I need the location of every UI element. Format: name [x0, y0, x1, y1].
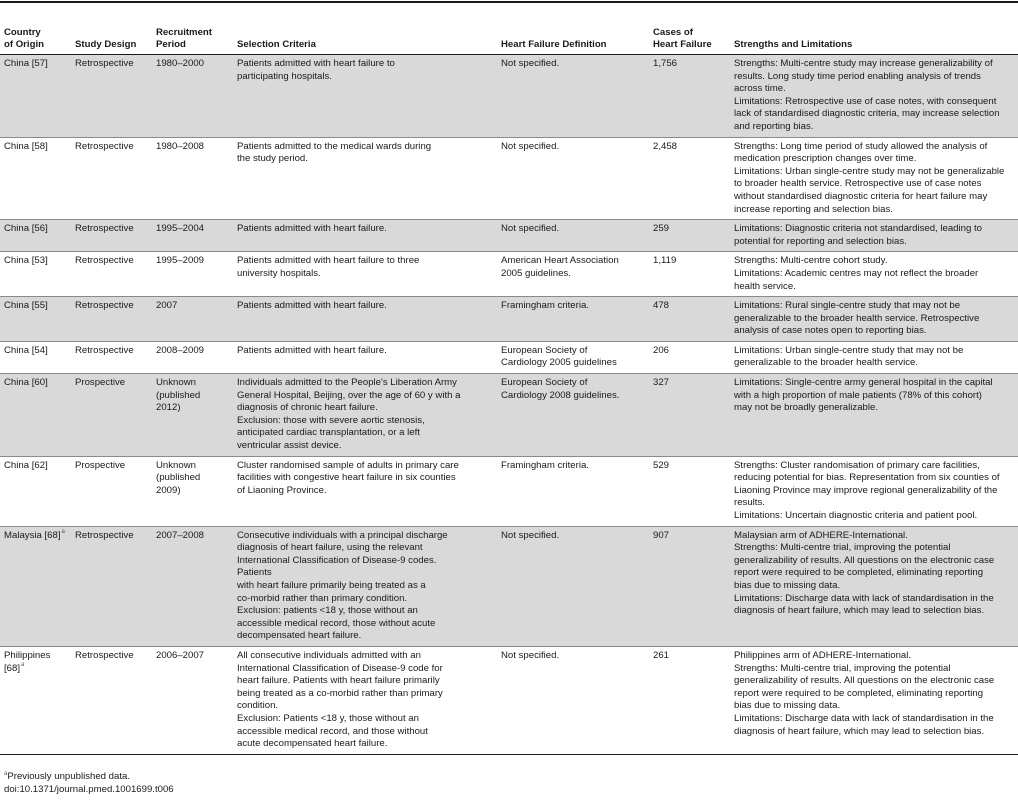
cell-definition — [497, 220, 649, 252]
cell-selection — [233, 646, 497, 754]
cell-line: with heart failure primarily being treated as a — [237, 579, 426, 591]
cell-line: Malaysian arm of ADHERE-International. — [734, 529, 908, 541]
cell-line: Retrospective — [75, 140, 134, 152]
cell-line: Malaysia [68] — [4, 529, 61, 541]
cell-line: Retrospective — [75, 58, 134, 69]
cell-cases — [649, 341, 730, 373]
cell-line: Framingham criteria. — [501, 459, 589, 471]
cell-line: European Society of — [501, 377, 588, 389]
cell-line: 2008–2009 — [156, 344, 205, 356]
cell-period — [152, 55, 233, 138]
cell-line: bias due to missing data. — [734, 700, 841, 712]
cell-line: may not be broadly generalizable. — [734, 402, 878, 414]
header-definition — [497, 3, 649, 55]
cell-cases — [649, 374, 730, 457]
table-row — [0, 526, 1018, 646]
studies-table — [0, 3, 1018, 755]
cell-line: accessible medical record, those without acute — [237, 617, 436, 629]
cell-line: Exclusion: Patients <18 y, those without an — [237, 712, 419, 724]
cell-line: 2012) — [156, 402, 181, 414]
cell-line: potential for reporting and selection bias. — [734, 235, 907, 247]
cell-country — [0, 526, 71, 646]
cell-country — [0, 55, 71, 138]
cell-strengths — [730, 646, 1018, 754]
cell-line: diagnosis of heart failure, which may lead to selection bias. — [734, 725, 985, 737]
cell-period — [152, 341, 233, 373]
cell-line: Not specified. — [501, 58, 560, 69]
cell-cases — [649, 55, 730, 138]
cell-line: Philippines — [4, 649, 51, 661]
cell-line: 1995–2009 — [156, 255, 205, 267]
cell-line: (published — [156, 472, 201, 484]
cell-line: Retrospective — [75, 255, 134, 267]
cell-line: Unknown — [156, 459, 196, 471]
cell-line: Strengths: Multi-centre trial, improving the potential — [734, 542, 951, 554]
cell-design — [71, 297, 152, 342]
cell-selection — [233, 456, 497, 526]
cell-line: Unknown — [156, 377, 196, 389]
cell-line: 2007–2008 — [156, 529, 205, 541]
cell-line: Framingham criteria. — [501, 300, 589, 312]
cell-line: Patients — [237, 567, 272, 579]
cell-cases — [649, 646, 730, 754]
header-line: Selection Criteria — [237, 39, 316, 50]
cell-line: 1980–2008 — [156, 140, 205, 152]
cell-selection — [233, 297, 497, 342]
cell-line: 2005 guidelines. — [501, 267, 571, 279]
header-line: Cases of — [653, 27, 693, 38]
header-line: of Origin — [4, 39, 44, 50]
table-row — [0, 341, 1018, 373]
cell-line: participating hospitals. — [237, 70, 332, 82]
cell-line: co-morbid rather than primary condition. — [237, 592, 408, 604]
doi-line: doi:10.1371/journal.pmed.1001699.t006 — [4, 784, 174, 795]
cell-period — [152, 220, 233, 252]
cell-line: Cardiology 2005 guidelines — [501, 357, 617, 369]
cell-country — [0, 297, 71, 342]
cell-definition — [497, 55, 649, 138]
cell-cases — [649, 137, 730, 220]
cell-definition — [497, 137, 649, 220]
cell-strengths — [730, 252, 1018, 297]
cell-line: being treated as a co-morbid rather than primary — [237, 687, 443, 699]
cell-line: Strengths: Multi-centre cohort study. — [734, 255, 888, 267]
cell-line: Cluster randomised sample of adults in primary care — [237, 459, 459, 471]
cell-line: diagnosis of heart failure, which may lead to selection bias. — [734, 605, 985, 617]
cell-country — [0, 220, 71, 252]
cell-line: China [54] — [4, 344, 48, 356]
cell-line: increase reporting and selection bias. — [734, 203, 893, 215]
cell-line: Not specified. — [501, 649, 560, 661]
cell-strengths — [730, 456, 1018, 526]
cell-line: Limitations: Discharge data with lack of standardisation in the — [734, 592, 994, 604]
cell-cases — [649, 252, 730, 297]
cell-line: bias due to missing data. — [734, 579, 841, 591]
cell-definition — [497, 456, 649, 526]
cell-line: 1,756 — [653, 58, 678, 69]
cell-line: 907 — [653, 529, 670, 541]
cell-line: Exclusion: patients <18 y, those without an — [237, 605, 418, 617]
cell-line: medication prescription changes over time. — [734, 153, 917, 165]
table-row — [0, 646, 1018, 754]
cell-line: diagnosis of heart failure, using the relevant — [237, 542, 423, 554]
table-body — [0, 55, 1018, 755]
table-row — [0, 220, 1018, 252]
table-row — [0, 55, 1018, 138]
cell-line: 1,119 — [653, 255, 677, 267]
cell-cases — [649, 456, 730, 526]
cell-line: Patients admitted with heart failure. — [237, 300, 387, 312]
footnote-ref: a — [21, 662, 25, 669]
header-line: Study Design — [75, 39, 137, 50]
cell-line: 529 — [653, 459, 670, 471]
cell-line: [68] — [4, 662, 21, 674]
cell-selection — [233, 220, 497, 252]
cell-line: 1995–2004 — [156, 223, 205, 235]
cell-line: Limitations: Urban single-centre study may not be generalizable — [734, 165, 1005, 177]
cell-line: 261 — [653, 649, 670, 661]
cell-line: Retrospective — [75, 649, 134, 661]
cell-strengths — [730, 297, 1018, 342]
cell-strengths — [730, 55, 1018, 138]
cell-period — [152, 526, 233, 646]
cell-line: Not specified. — [501, 140, 560, 152]
cell-strengths — [730, 374, 1018, 457]
table-row — [0, 374, 1018, 457]
header-line: Heart Failure — [653, 39, 712, 50]
cell-line: Limitations: Retrospective use of case notes, with consequent — [734, 95, 997, 107]
cell-line: Limitations: Rural single-centre study that may not be — [734, 300, 961, 312]
header-line: Strengths and Limitations — [734, 39, 853, 50]
cell-line: China [62] — [4, 459, 48, 471]
cell-line: Not specified. — [501, 529, 560, 541]
cell-line: All consecutive individuals admitted with an — [237, 649, 421, 661]
cell-line: ventricular assist device. — [237, 440, 342, 452]
cell-line: condition. — [237, 700, 279, 712]
cell-design — [71, 341, 152, 373]
cell-line: Strengths: Cluster randomisation of primary care facilities, — [734, 459, 980, 471]
header-row — [0, 3, 1018, 55]
cell-design — [71, 526, 152, 646]
cell-line: Limitations: Uncertain diagnostic criteria and patient pool. — [734, 510, 978, 521]
cell-line: General Hospital, Beijing, over the age of 60 y with a — [237, 389, 461, 401]
footnote-text: Previously unpublished data. — [7, 771, 131, 782]
cell-line: 1980–2000 — [156, 58, 205, 69]
cell-line: acute decompensated heart failure. — [237, 738, 388, 750]
cell-period — [152, 252, 233, 297]
cell-definition — [497, 297, 649, 342]
cell-definition — [497, 646, 649, 754]
cell-line: International Classification of Disease-9 codes. — [237, 554, 437, 566]
table-row — [0, 252, 1018, 297]
cell-line: Exclusion: those with severe aortic stenosis, — [237, 414, 425, 426]
table-row — [0, 297, 1018, 342]
cell-line: Strengths: Long time period of study allowed the analysis of — [734, 140, 988, 152]
cell-design — [71, 646, 152, 754]
cell-line: Individuals admitted to the People's Liberation Army — [237, 377, 457, 389]
cell-line: analysis of case notes open to reporting bias. — [734, 325, 927, 337]
header-selection — [233, 3, 497, 55]
cell-line: China [57] — [4, 58, 48, 69]
cell-line: (published — [156, 389, 201, 401]
cell-line: and reporting bias. — [734, 120, 814, 132]
cell-line: China [60] — [4, 377, 48, 389]
cell-line: Strengths: Multi-centre trial, improving the potential — [734, 662, 951, 674]
cell-line: university hospitals. — [237, 267, 321, 279]
cell-country — [0, 456, 71, 526]
cell-line: of Liaoning Province. — [237, 484, 327, 496]
cell-line: report were required to be completed, eliminating reporting — [734, 567, 984, 579]
cell-country — [0, 341, 71, 373]
footnote-ref: a — [61, 529, 65, 536]
cell-line: Limitations: Discharge data with lack of standardisation in the — [734, 712, 994, 724]
cell-line: American Heart Association — [501, 255, 619, 267]
cell-line: Retrospective — [75, 223, 134, 235]
cell-strengths — [730, 137, 1018, 220]
cell-line: China [56] — [4, 223, 48, 235]
cell-selection — [233, 252, 497, 297]
table-row — [0, 137, 1018, 220]
cell-selection — [233, 526, 497, 646]
cell-line: without standardised diagnostic criteria for heart failure may — [734, 190, 988, 202]
cell-period — [152, 646, 233, 754]
cell-line: the study period. — [237, 153, 308, 165]
cell-line: China [58] — [4, 140, 48, 152]
cell-line: Patients admitted with heart failure to three — [237, 255, 420, 267]
cell-line: Prospective — [75, 377, 126, 389]
cell-line: facilities with congestive heart failure in six counties — [237, 472, 456, 484]
cell-line: Retrospective — [75, 300, 134, 312]
cell-selection — [233, 55, 497, 138]
cell-line: diagnosis of chronic heart failure. — [237, 402, 378, 414]
cell-design — [71, 374, 152, 457]
cell-line: health service. — [734, 280, 796, 292]
header-design — [71, 3, 152, 55]
cell-line: generalizability of results. All questions on the electronic case — [734, 675, 995, 687]
cell-strengths — [730, 526, 1018, 646]
cell-selection — [233, 137, 497, 220]
cell-line: lack of standardised diagnostic criteria, may increase selection — [734, 108, 1000, 120]
cell-period — [152, 297, 233, 342]
header-country — [0, 3, 71, 55]
cell-line: 327 — [653, 377, 670, 389]
cell-definition — [497, 341, 649, 373]
cell-period — [152, 374, 233, 457]
cell-country — [0, 646, 71, 754]
cell-line: across time. — [734, 83, 786, 95]
cell-strengths — [730, 220, 1018, 252]
cell-line: Limitations: Single-centre army general hospital in the capital — [734, 377, 993, 389]
cell-line: with a high proportion of male patients (78% of this cohort) — [734, 389, 982, 401]
cell-line: Cardiology 2008 guidelines. — [501, 389, 620, 401]
cell-definition — [497, 374, 649, 457]
cell-cases — [649, 297, 730, 342]
cell-line: Limitations: Academic centres may not reflect the broader — [734, 267, 979, 279]
cell-line: accessible medical record, and those without — [237, 725, 428, 737]
cell-line: Patients admitted with heart failure. — [237, 223, 387, 235]
header-period — [152, 3, 233, 55]
cell-definition — [497, 526, 649, 646]
cell-line: results. — [734, 497, 765, 509]
cell-line: China [55] — [4, 300, 48, 312]
cell-period — [152, 456, 233, 526]
cell-line: Liaoning Province may improve regional generalizability of the — [734, 484, 998, 496]
cell-design — [71, 55, 152, 138]
cell-design — [71, 220, 152, 252]
cell-line: 2,458 — [653, 140, 678, 152]
cell-line: Not specified. — [501, 223, 560, 235]
cell-line: generalizable to the broader health service. — [734, 357, 918, 369]
cell-line: Limitations: Diagnostic criteria not standardised, leading to — [734, 223, 982, 235]
cell-period — [152, 137, 233, 220]
footnote-marker: a — [4, 770, 8, 777]
cell-line: anticipated cardiac transplantation, or a left — [237, 427, 420, 439]
cell-line: 478 — [653, 300, 670, 312]
header-strengths — [730, 3, 1018, 55]
cell-line: 2007 — [156, 300, 178, 312]
table-row — [0, 456, 1018, 526]
cell-line: report were required to be completed, eliminating reporting — [734, 687, 984, 699]
cell-cases — [649, 220, 730, 252]
cell-design — [71, 137, 152, 220]
cell-line: 2006–2007 — [156, 649, 205, 661]
cell-line: Retrospective — [75, 344, 134, 356]
header-line: Recruitment — [156, 27, 212, 38]
cell-line: decompensated heart failure. — [237, 630, 362, 642]
cell-strengths — [730, 341, 1018, 373]
cell-cases — [649, 526, 730, 646]
cell-line: 2009) — [156, 484, 181, 496]
cell-line: European Society of — [501, 344, 588, 356]
header-line: Heart Failure Definition — [501, 39, 607, 50]
cell-design — [71, 252, 152, 297]
header-line: Country — [4, 27, 41, 38]
cell-definition — [497, 252, 649, 297]
cell-line: Consecutive individuals with a principal discharge — [237, 529, 448, 541]
cell-line: results. Long study time period enabling analysis of trends — [734, 70, 981, 82]
cell-line: International Classification of Disease-9 code for — [237, 662, 443, 674]
cell-line: generalizable to the broader health service. Retrospective — [734, 312, 980, 324]
cell-line: Limitations: Urban single-centre study that may not be — [734, 344, 964, 356]
cell-line: generalizability of results. All questions on the electronic case — [734, 554, 995, 566]
cell-line: China [53] — [4, 255, 48, 267]
cell-line: to broader health service. Retrospective use of case notes — [734, 178, 982, 190]
header-cases — [649, 3, 730, 55]
cell-line: 206 — [653, 344, 670, 356]
cell-line: heart failure. Patients with heart failure primarily — [237, 675, 440, 687]
cell-selection — [233, 341, 497, 373]
cell-line: Patients admitted with heart failure to — [237, 58, 395, 69]
cell-selection — [233, 374, 497, 457]
cell-line: 259 — [653, 223, 670, 235]
cell-line: Philippines arm of ADHERE-International. — [734, 649, 912, 661]
cell-line: Patients admitted with heart failure. — [237, 344, 387, 356]
header-line: Period — [156, 39, 186, 50]
cell-line: reducing potential for bias. Representation from six counties of — [734, 472, 1000, 484]
cell-design — [71, 456, 152, 526]
cell-country — [0, 137, 71, 220]
cell-line: Strengths: Multi-centre study may increase generalizability of — [734, 58, 993, 69]
footnote — [4, 771, 130, 783]
cell-line: Prospective — [75, 459, 126, 471]
cell-line: Retrospective — [75, 529, 134, 541]
cell-line: Patients admitted to the medical wards during — [237, 140, 432, 152]
cell-country — [0, 252, 71, 297]
cell-country — [0, 374, 71, 457]
